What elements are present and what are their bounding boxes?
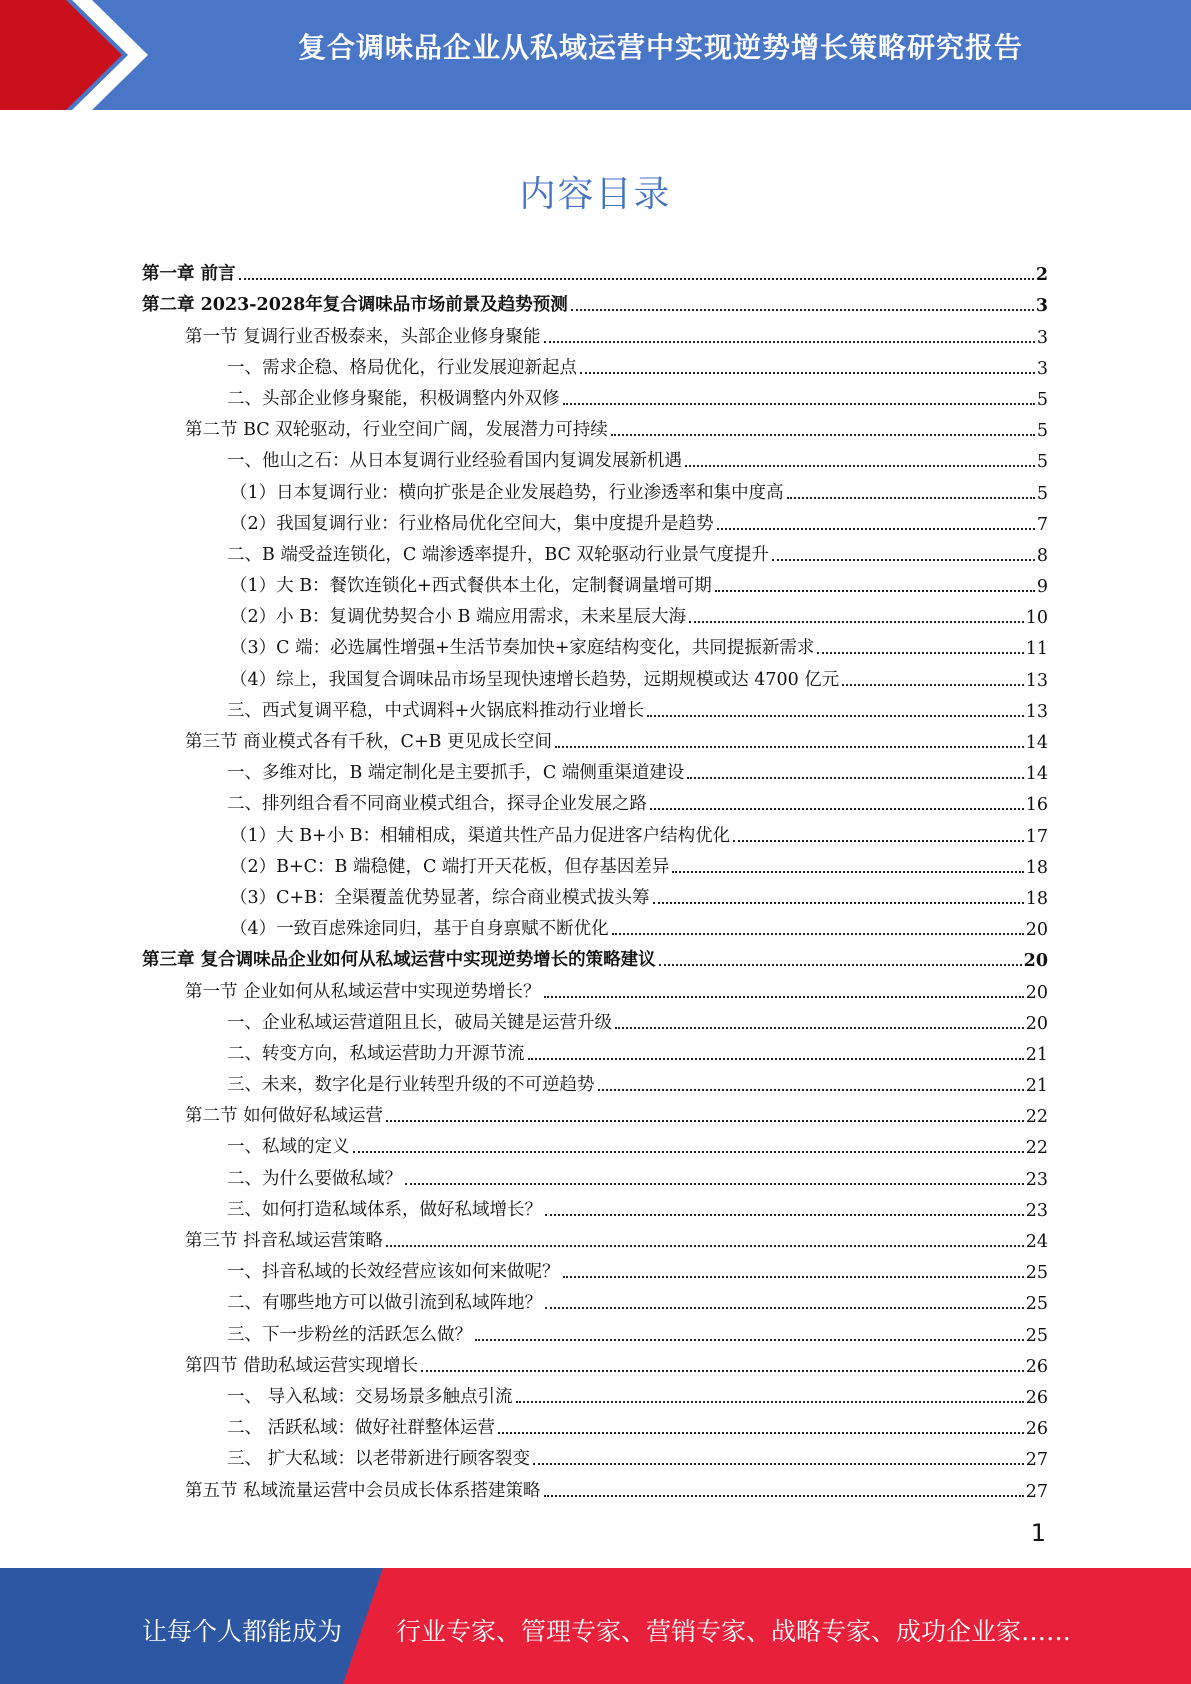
table-of-contents — [142, 254, 1048, 1502]
dot-leader — [353, 1151, 1024, 1153]
footer-roles: 行业专家、管理专家、营销专家、战略专家、成功企业家…… — [396, 1617, 1072, 1646]
dot-leader — [672, 871, 1023, 873]
toc-entry-page: 25 — [1025, 1325, 1048, 1346]
toc-entry-label: （3）C+B：全渠覆盖优势显著，综合商业模式拔头筹 — [230, 887, 650, 908]
toc-entry[interactable] — [142, 659, 1048, 690]
toc-entry[interactable] — [142, 472, 1048, 503]
dot-leader — [647, 715, 1024, 717]
toc-heading: 内容目录 — [519, 174, 672, 215]
toc-entry-label: 二、B 端受益连锁化，C 端渗透率提升，BC 双轮驱动行业景气度提升 — [227, 544, 770, 565]
toc-entry[interactable] — [142, 535, 1048, 566]
toc-entry-page: 16 — [1025, 795, 1048, 816]
toc-entry[interactable] — [142, 441, 1048, 472]
toc-entry-label: 三、下一步粉丝的活跃怎么做？ — [227, 1324, 472, 1345]
toc-entry[interactable] — [142, 1065, 1048, 1096]
toc-entry-page: 26 — [1025, 1356, 1048, 1377]
dot-leader — [405, 1183, 1024, 1185]
dot-leader — [650, 808, 1024, 810]
toc-entry-label: 二、 活跃私域：做好社群整体运营 — [227, 1418, 496, 1439]
dot-leader — [563, 403, 1035, 405]
toc-entry-page: 5 — [1036, 483, 1048, 504]
toc-entry[interactable] — [142, 285, 1048, 316]
dot-leader — [842, 684, 1023, 686]
toc-entry-page: 3 — [1035, 296, 1048, 317]
toc-entry-page: 27 — [1025, 1481, 1048, 1502]
toc-entry-page: 22 — [1025, 1138, 1048, 1159]
dot-leader — [239, 278, 1034, 280]
toc-entry-page: 20 — [1025, 982, 1048, 1003]
dot-leader — [598, 1089, 1024, 1091]
dot-leader — [772, 559, 1035, 561]
dot-leader — [544, 1495, 1024, 1497]
toc-entry-label: 三、未来，数字化是行业转型升级的不可逆趋势 — [227, 1075, 595, 1096]
toc-entry[interactable] — [142, 1034, 1048, 1065]
toc-entry-page: 13 — [1025, 670, 1048, 691]
toc-entry-page: 8 — [1036, 545, 1048, 566]
toc-entry-label: （1）日本复调行业：横向扩张是企业发展趋势，行业渗透率和集中度高 — [230, 482, 784, 503]
toc-entry-page: 18 — [1025, 888, 1048, 909]
toc-entry-label: （4）综上，我国复合调味品市场呈现快速增长趋势，远期规模或达 4700 亿元 — [230, 669, 840, 690]
toc-entry[interactable] — [142, 316, 1048, 347]
dot-leader — [563, 1276, 1024, 1278]
report-title: 复合调味品企业从私域运营中实现逆势增长策略研究报告 — [297, 31, 1023, 64]
toc-entry-page: 14 — [1025, 764, 1048, 785]
toc-entry[interactable] — [142, 1346, 1048, 1377]
toc-entry-label: 第二节 如何做好私域运营 — [185, 1106, 384, 1127]
dot-leader — [498, 1432, 1024, 1434]
toc-entry-label: （2）小 B：复调优势契合小 B 端应用需求，未来星辰大海 — [230, 607, 687, 628]
toc-entry[interactable] — [142, 1158, 1048, 1189]
toc-entry-label: 二、转变方向，私域运营助力开源节流 — [227, 1043, 525, 1064]
toc-entry[interactable] — [142, 722, 1048, 753]
toc-entry-page: 24 — [1025, 1232, 1048, 1252]
toc-entry-label: 三、如何打造私域体系，做好私域增长？ — [227, 1199, 542, 1220]
dot-leader — [571, 309, 1034, 311]
toc-entry[interactable] — [142, 691, 1048, 722]
toc-entry[interactable] — [142, 784, 1048, 815]
dot-leader — [685, 465, 1035, 467]
toc-entry-page: 20 — [1025, 1013, 1048, 1034]
dot-leader — [528, 1058, 1024, 1060]
toc-entry-label: （2）B+C：B 端稳健，C 端打开天花板，但存基因差异 — [230, 856, 670, 877]
toc-entry-label: 第一节 企业如何从私域运营中实现逆势增长？ — [185, 981, 541, 1002]
dot-leader — [612, 933, 1024, 935]
toc-entry[interactable] — [142, 1221, 1048, 1252]
toc-entry[interactable] — [142, 847, 1048, 878]
toc-entry-label: 二、有哪些地方可以做引流到私域阵地？ — [227, 1293, 542, 1314]
toc-entry[interactable] — [142, 1127, 1048, 1158]
dot-leader — [516, 1401, 1024, 1403]
toc-entry-page: 10 — [1025, 608, 1048, 629]
dot-leader — [787, 497, 1035, 499]
toc-entry-page: 14 — [1025, 733, 1048, 753]
toc-entry-label: （4）一致百虑殊途同归，基于自身禀赋不断优化 — [230, 919, 609, 940]
toc-entry[interactable] — [142, 971, 1048, 1002]
toc-entry[interactable] — [142, 1439, 1048, 1470]
toc-entry-label: 一、企业私域运营道阻且长，破局关键是运营升级 — [227, 1012, 612, 1033]
toc-entry-page: 27 — [1025, 1450, 1048, 1471]
toc-entry-label: （3）C 端：必选属性增强+生活节奏加快+家庭结构变化，共同提振新需求 — [230, 638, 815, 659]
toc-entry[interactable] — [142, 379, 1048, 410]
toc-entry-page: 23 — [1025, 1169, 1048, 1190]
toc-entry[interactable] — [142, 566, 1048, 597]
toc-entry-page: 26 — [1025, 1387, 1048, 1408]
header-banner — [0, 0, 1191, 110]
toc-entry-label: 第二节 BC 双轮驱动，行业空间广阔，发展潜力可持续 — [185, 420, 608, 441]
dot-leader — [615, 1027, 1024, 1029]
toc-entry[interactable] — [142, 1470, 1048, 1501]
dot-leader — [611, 434, 1035, 436]
page-number: 1 — [1030, 1519, 1046, 1547]
toc-entry-page: 2 — [1035, 265, 1048, 286]
dot-leader — [715, 590, 1035, 592]
toc-entry[interactable] — [142, 1252, 1048, 1283]
toc-entry-page: 18 — [1025, 857, 1048, 878]
toc-entry-page: 20 — [1025, 920, 1048, 941]
dot-leader — [544, 996, 1024, 998]
toc-entry-label: 三、 扩大私域：以老带新进行顾客裂变 — [227, 1449, 531, 1470]
toc-entry-label: 第三章 复合调味品企业如何从私域运营中实现逆势增长的策略建议 — [142, 950, 656, 971]
toc-entry[interactable] — [142, 1096, 1048, 1127]
toc-entry-page: 11 — [1025, 639, 1048, 660]
footer-banner — [0, 1568, 1191, 1684]
toc-entry-label: 一、 导入私域：交易场景多触点引流 — [227, 1386, 513, 1407]
toc-entry-page: 22 — [1025, 1107, 1048, 1128]
toc-entry-page: 17 — [1025, 826, 1048, 847]
dot-leader — [659, 964, 1022, 966]
toc-entry-label: 三、西式复调平稳，中式调料+火锅底料推动行业增长 — [227, 700, 645, 721]
toc-entry[interactable] — [142, 254, 1048, 285]
toc-entry[interactable] — [142, 597, 1048, 628]
toc-entry-page: 5 — [1036, 452, 1048, 473]
toc-entry-label: （1）大 B+小 B：相辅相成，渠道共性产品力促进客户结构优化 — [230, 825, 731, 846]
toc-entry-label: 一、多维对比，B 端定制化是主要抓手，C 端侧重渠道建设 — [227, 763, 685, 784]
toc-entry-label: 一、需求企稳、格局优化，行业发展迎新起点 — [227, 357, 577, 378]
toc-entry-page: 5 — [1036, 389, 1048, 410]
red-chevron-icon — [0, 0, 160, 110]
toc-entry[interactable] — [142, 1377, 1048, 1408]
dot-leader — [544, 341, 1035, 343]
dot-leader — [386, 1120, 1024, 1122]
toc-entry-label: 第一节 复调行业否极泰来，头部企业修身聚能 — [185, 326, 541, 347]
toc-entry-label: （2）我国复调行业：行业格局优化空间大，集中度提升是趋势 — [230, 513, 714, 534]
toc-entry-label: 第一章 前言 — [142, 264, 236, 285]
toc-entry-label: 一、私域的定义 — [227, 1137, 350, 1158]
toc-entry[interactable] — [142, 1190, 1048, 1221]
toc-entry[interactable] — [142, 348, 1048, 379]
dot-leader — [545, 1214, 1024, 1216]
dot-leader — [689, 621, 1024, 623]
dot-leader — [653, 902, 1024, 904]
toc-entry-label: 第四节 借助私域运营实现增长 — [185, 1355, 419, 1376]
dot-leader — [580, 372, 1035, 374]
toc-entry-page: 9 — [1036, 577, 1048, 598]
toc-entry-label: 第五节 私域流量运营中会员成长体系搭建策略 — [185, 1480, 541, 1501]
dot-leader — [533, 1463, 1024, 1465]
toc-entry-label: 一、抖音私域的长效经营应该如何来做呢？ — [227, 1262, 560, 1283]
dot-leader — [733, 840, 1024, 842]
toc-entry-page: 21 — [1025, 1076, 1048, 1097]
dot-leader — [475, 1339, 1024, 1341]
dot-leader — [687, 777, 1023, 779]
toc-entry[interactable] — [142, 815, 1048, 846]
toc-entry-label: 第三节 商业模式各有千秋，C+B 更见成长空间 — [185, 732, 553, 752]
dot-leader — [555, 746, 1024, 748]
toc-entry-page: 23 — [1025, 1200, 1048, 1221]
toc-entry-page: 7 — [1036, 514, 1048, 535]
toc-entry-page: 25 — [1025, 1263, 1048, 1284]
toc-entry-label: 第二章 2023-2028年复合调味品市场前景及趋势预测 — [142, 295, 568, 316]
footer-slogan: 让每个人都能成为 — [142, 1617, 343, 1646]
toc-entry[interactable] — [142, 1314, 1048, 1345]
toc-entry[interactable] — [142, 940, 1048, 971]
toc-entry-label: 二、为什么要做私域？ — [227, 1168, 402, 1189]
toc-entry-page: 20 — [1023, 951, 1048, 972]
toc-entry[interactable] — [142, 1408, 1048, 1439]
toc-entry[interactable] — [142, 410, 1048, 441]
dot-leader — [421, 1370, 1024, 1372]
toc-entry-label: 一、他山之石：从日本复调行业经验看国内复调发展新机遇 — [227, 451, 682, 472]
dot-leader — [817, 652, 1023, 654]
toc-entry-label: 二、排列组合看不同商业模式组合，探寻企业发展之路 — [227, 794, 647, 815]
toc-entry-page: 13 — [1025, 701, 1048, 722]
toc-entry-label: 二、头部企业修身聚能，积极调整内外双修 — [227, 388, 560, 409]
toc-entry[interactable] — [142, 909, 1048, 940]
toc-entry[interactable] — [142, 1283, 1048, 1314]
dot-leader — [717, 528, 1035, 530]
toc-entry[interactable] — [142, 878, 1048, 909]
toc-entry-page: 26 — [1025, 1419, 1048, 1440]
toc-entry-page: 5 — [1036, 421, 1048, 442]
toc-entry-page: 3 — [1036, 327, 1048, 348]
toc-entry-page: 21 — [1025, 1044, 1048, 1065]
toc-entry-page: 25 — [1025, 1294, 1048, 1315]
toc-entry[interactable] — [142, 628, 1048, 659]
toc-entry[interactable] — [142, 753, 1048, 784]
toc-entry-label: 第三节 抖音私域运营策略 — [185, 1231, 384, 1251]
dot-leader — [545, 1307, 1024, 1309]
toc-entry-page: 3 — [1036, 358, 1048, 379]
toc-entry-label: （1）大 B：餐饮连锁化+西式餐供本土化，定制餐调量增可期 — [230, 576, 712, 597]
toc-entry[interactable] — [142, 1003, 1048, 1034]
dot-leader — [386, 1245, 1024, 1247]
toc-entry[interactable] — [142, 504, 1048, 535]
